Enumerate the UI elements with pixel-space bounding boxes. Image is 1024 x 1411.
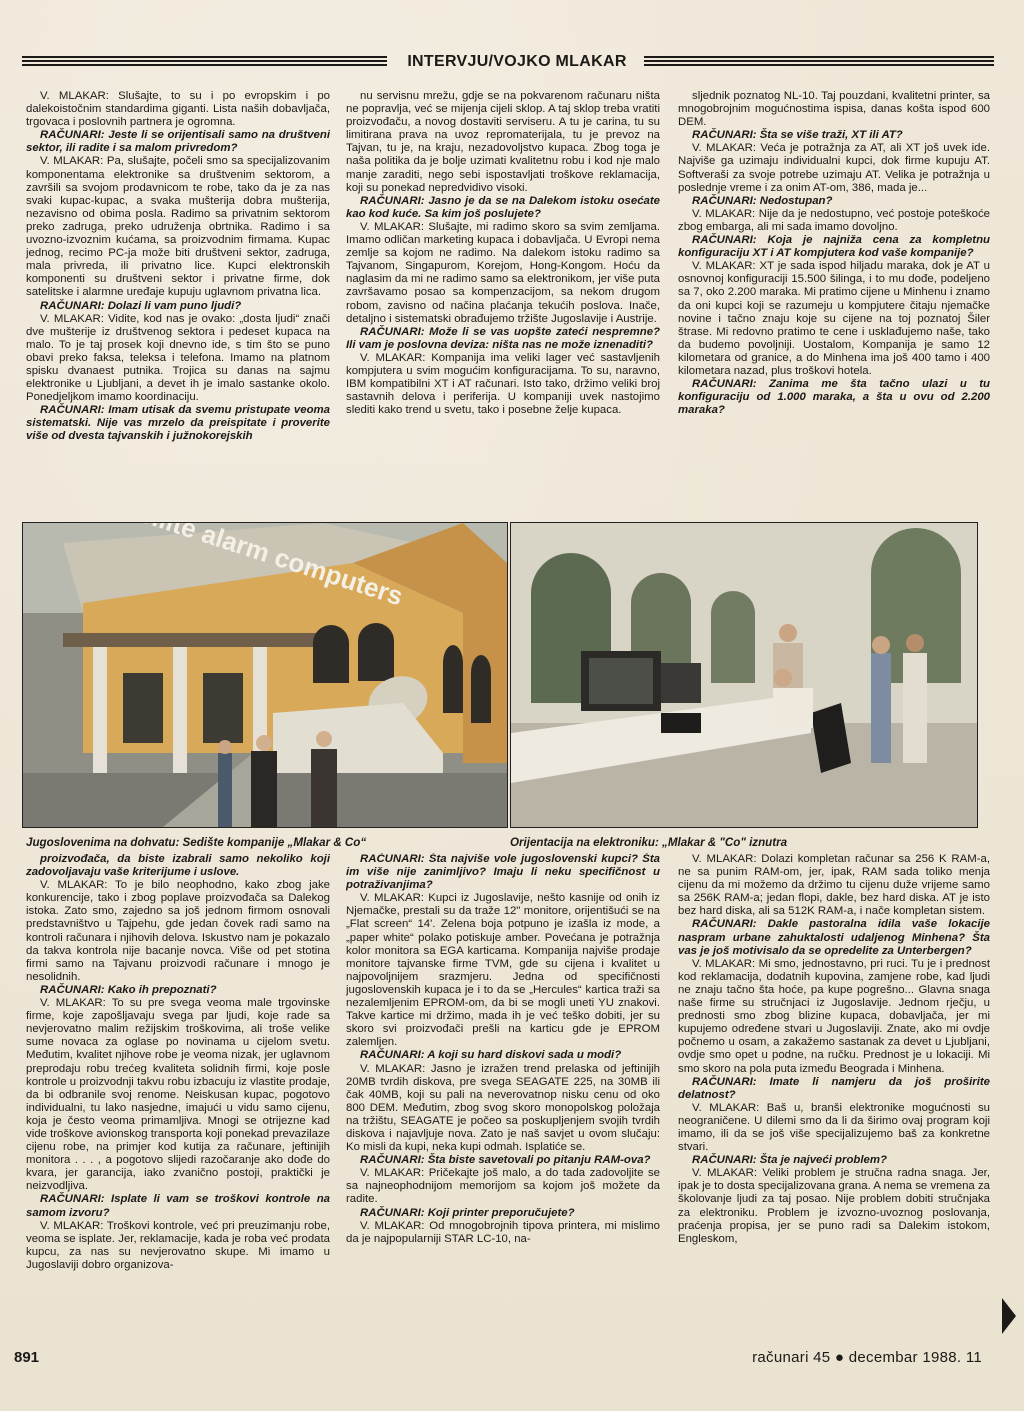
interview-answer: V. MLAKAR: Jasno je izražen trend prelaska od jeftinijih 20MB tvrdih diskova, pre svega SEAGATE 225, na 30MB ili čak 40MB, koji su pali na neverovatnop nisku cenu od oko 800 DEM. Međutim, zbog svog skoro monopolskog položaja na tržištu, SEAGATE je počeo sa poskupljenjem svojih tvrdih diskova i najavljuje nova. Zato je naš savjet u ovom slučaju: Ko misli da kupi, neka kupi odmah. Isplatiće se.: [346, 1062, 660, 1154]
interview-question: RAČUNARI: A koji su hard diskovi sada u modi?: [360, 1049, 622, 1062]
interview-answer: V. MLAKAR: Dolazi kompletan računar sa 256 K RAM-a, ne sa punim RAM-om, jer, ipak, RAM sada toliko menja cijenu da mi možemo da držimo tu cijenu duže vrijeme samo sa 256K RAM-a; jedan flopi, dakle, bez hard diska. AT je isto bez hard diska, ali sa 512K RAM-a, i nače kompletan sistem.: [678, 853, 990, 918]
interview-answer: V. MLAKAR: Vidite, kod nas je ovako: „dosta ljudi“ znači dve mušterije iz društvenog sektora i pedeset kupaca na malo. To je taj prosek koji dnevno ide, s tim što se puno obavi preko faksa, teleksa i telefona. Imamo na platnom spisku dvanaest putnika. Trojica su danas na sajmu elektronike u Ljubljani, a devet ih je imalo sastanke okolo. Ponedjeljkom imamo koordinaciju.: [26, 312, 330, 404]
text-column-5: [346, 853, 660, 1345]
interview-question: RAČUNARI: Šta se više traži, XT ili AT?: [692, 129, 903, 142]
interview-question: RAČUNARI: Kako ih prepoznati?: [40, 983, 217, 996]
interview-question: RAČUNARI: Jasno je da se na Dalekom istoku osećate kao kod kuće. Sa kim još poslujete?: [346, 194, 660, 220]
interview-answer: V. MLAKAR: Pa, slušajte, počeli smo sa specijalizovanim komponentama elektronike sa društvenim sektorom, a završili sa svojom prodavnicom te robe, tako da je za nas svaki kupac-kupac, a svaka mušterija dobra mušterija, nezavisno od obima posla. Radimo sa privatnim sektorom preko zadruga, preko udruženja obrtnika. Radimo i sa uvozno-izvoznim kućama, sa proizvodnim firmama. Kupac jednog, recimo PC-ja može biti društveni sektor, zadruga, mala privreda, ili privatno lice. Kupci elektronskih komponenti su društveni sektor i privatne firme, dok satelitske i alarmne uređaje kupuju uglavnom privatna lica.: [26, 155, 330, 299]
magazine-footer: računari 45 ● decembar 1988. 11: [752, 1349, 982, 1366]
interview-question: RAČUNARI: Dolazi li vam puno ljudi?: [40, 299, 242, 312]
interview-answer: V. MLAKAR: Kompanija ima veliki lager već sastavljenih kompjutera u svim mogućim konfiguracijama. To su, naravno, IBM kompatibilni XT i AT računari. Isto tako, držimo veliki broj sastavnih delova i periferija. U kompaniji uvek nastojimo slediti kako trend u svetu, tako i posebne želje kupaca.: [346, 351, 660, 417]
interview-answer: sljednik poznatog NL-10. Taj pouzdani, kvalitetni printer, sa mnogobrojnim mogućnostima ispisa, danas košta ispod 600 DEM.: [678, 90, 990, 129]
interview-answer: V. MLAKAR: Veliki problem je stručna radna snaga. Jer, ipak je to dosta specijalizovana grana. A nema se vremena za školovanje ljudi za taj posao. Nije problem dobiti stručnjaka za elektroniku. Problem je izvozno-uvoznog poslovanja, praćenja propisa, jer se puno radi sa Dalekim istokom, Engleskom,: [678, 1167, 990, 1245]
interview-answer: V. MLAKAR: To su pre svega veoma male trgovinske firme, koje zapošljavaju svega par ljudi, koje rade sa nevjerovatno malim režijskim troškovima, ali troše velike sume novaca za oglase po novinama u cijelom svetu. Međutim, kvalitet njihove robe je veoma nizak, jer uglavnom preprodaju robu trećeg kvaliteta solidnih firmi, koje posle kontrole u proizvodnji takvu robu izbacuju iz vlastite prodaje, da bi odbranile svoj renome. Neiskusan kupac, pogotovo individualni, tu lako nasjedne, imajući u vidu samo cijenu, koja je često veoma primamljiva. Mnogi se otrijezne kad vide troškove avionskog transporta koji ponekad prevazilaze cijenu robe, na primjer kod kutija za računare, jeftinijih monitora . . . , a pogotovo slijedi razočaranje ako dođe do kvara, jer garancija, iako zvanično postoji, praktički je neizvodljiva.: [26, 997, 330, 1193]
text-column-3: [678, 90, 990, 518]
interview-question: RAČUNARI: Nedostupan?: [692, 194, 833, 207]
interview-question: RAČUNARI: Šta biste savetovali po pitanju RAM-ova?: [360, 1154, 651, 1167]
text-column-6: [678, 853, 990, 1345]
interview-question: RAČUNARI: Koji printer preporučujete?: [360, 1206, 575, 1219]
interview-answer: V. MLAKAR: Od mnogobrojnih tipova printera, mi mislimo da je najpopularniji STAR LC-10, na-: [346, 1219, 660, 1245]
photo-caption-right: Orijentacija na elektroniku: „Mlakar & "Co" iznutra: [510, 836, 788, 849]
interview-answer: V. MLAKAR: Troškovi kontrole, već pri preuzimanju robe, veoma se isplate. Jer, reklamacije, kada je roba već prodata kupcu, za nas su nevjerovatno skupe. Mi imamo u Jugoslaviji dobro organizova-: [26, 1219, 330, 1271]
header-rule-right: [644, 56, 994, 67]
header-rule-left: [22, 56, 387, 67]
interview-answer: V. MLAKAR: Veća je potražnja za AT, ali XT još uvek ide. Najviše ga uzimaju individualni kupci, dok firme kupuju AT. Softveraši za svoje potrebe uzimaju AT. Velika je potražnja u poslednje vreme i za onim AT-om, 386, mada je...: [678, 142, 990, 194]
interview-question: RAČUNARI: Imate li namjeru da još proširite delatnost?: [678, 1075, 990, 1101]
interview-answer: V. MLAKAR: Pričekajte još malo, a do tada zadovoljite se sa najneophodnijom memorijom sa kojom još možete da radite.: [346, 1167, 660, 1206]
photo-company-interior: [510, 522, 978, 828]
photo-company-building: [22, 522, 508, 828]
text-column-2: [346, 90, 660, 518]
text-column-1: [26, 90, 330, 514]
interview-answer: V. MLAKAR: To je bilo neophodno, kako zbog jake konkurencije, tako i zbog poplave proizvođača sa Dalekog istoka. Zato smo, zajedno sa još jednom firmom osnovali predstavništvo u Tajpehu, gde jedan čovek radi samo na kontroli računara i njihovih delova. Iskustvo nam je pokazalo da takva kontrola nije bacanje novca. Više od pet stotina firmi samo na Tajvanu proizvodi računare i mnogo je nesolidnih.: [26, 879, 330, 983]
section-header: [22, 52, 994, 74]
interview-question: RAČUNARI: Koja je najniža cena za kompletnu konfiguraciju XT i AT kompjutera kod vaše kompanije?: [678, 234, 990, 260]
continue-arrow-icon: [1002, 1298, 1016, 1334]
header-title: INTERVJU/VOJKO MLAKAR: [407, 53, 627, 70]
building-illustration: [23, 523, 507, 827]
page-number-left: 891: [14, 1349, 40, 1366]
interview-answer: V. MLAKAR: Nije da je nedostupno, već postoje poteškoće zbog embarga, ali mi sada imamo dovoljno.: [678, 207, 990, 233]
interview-question: RAČUNARI: Jeste li se orijentisali samo na društveni sektor, ili radite i sa malom privredom?: [26, 129, 330, 155]
interview-answer: V. MLAKAR: Baš u, branši elektronike mogućnosti su neograničene. U dilemi smo da li da širimo ovaj program koji imamo, ili da se još više specijalizujemo baš za konkretne stvari.: [678, 1101, 990, 1154]
interview-answer: V. MLAKAR: Slušajte, mi radimo skoro sa svim zemljama. Imamo odličan marketing kupaca i dobavljača. U Evropi nema zemlje sa kojom ne radimo. Na dalekom istoku radimo sa Tajvanom, Singapurom, Korejom, Hong-Kongom. Hoću da naglasim da mi ne radimo samo sa elektronikom, jer više puta završavamo posao sa kompenzacijom, sa nekom drugom robom, zavisno od načina plaćanja tekućih poslova. Inače, detaljno i sistematski obrađujemo tržište Jugoslavije i Austrije.: [346, 220, 660, 325]
interview-question: RAČUNARI: Može li se vas uopšte zateći nespremne? Ili vam je poslovna deviza: ništa nas ne može iznenaditi?: [346, 325, 660, 351]
interview-question: proizvođača, da biste izabrali samo nekoliko koji zadovoljavaju vaše kriterijume i uslove.: [26, 853, 330, 879]
interview-question: RAČUNARI: Isplate li vam se troškovi kontrole na samom izvoru?: [26, 1193, 330, 1219]
interview-answer: V. MLAKAR: Slušajte, to su i po evropskim i po dalekoistočnim standardima giganti. Lista naših dobavljača, trgovaca i poslovnih partnera je ogromna.: [26, 90, 330, 129]
text-column-4: [26, 853, 330, 1345]
interview-answer: V. MLAKAR: Kupci iz Jugoslavije, nešto kasnije od onih iz Njemačke, prestali su da traže 12" monitore, orijentišući se na „Flat screen“ 14'. Zelena boja potpuno je izašla iz mode, a „paper white“ polako potiskuje amber. Povećana je potražnja kolor monitora sa EGA karticama. Kompanija najviše prodaje monitore tajvanske firme TVM, gde su cijena i kvalitet u najpovoljnijem srazmjeru. Jedna od specifičnosti jugoslovenskih kupaca je i to da se „Hercules“ kartica traži sa nezalemljenim EPROM-om, da bi se mogli uneti YU znakovi. Takve kartice mi držimo, mada ih je već teško dobiti, jer su skoro svi proizvođači prešli na karticu gde je EPROM zalemljen.: [346, 892, 660, 1049]
interview-answer: nu servisnu mrežu, gdje se na pokvarenom računaru ništa ne popravlja, već se mijenja cijeli sklop. A taj sklop treba vratiti proizvođaču, a novog dostaviti serviseru. A tu je carina, tu su limitirana prava na uvoz repromaterijala, tu je prevoz na Tajvan, tu je, na kraju, nezadovoljstvo kupaca. Zbog toga je naša politika da je bolje uzimati kvalitetnu robu i kod nje malo manje zaraditi, nego sebi ispostavljati troškove reklamacija, koji su ponekad nepredvidivo visoki.: [346, 90, 660, 194]
photo-caption-left: Jugoslovenima na dohvatu: Sedište kompanije „Mlakar & Co“: [26, 836, 367, 849]
interior-illustration: [511, 523, 977, 827]
interview-question: RAČUNARI: Zanima me šta tačno ulazi u tu konfiguraciju od 1.000 maraka, a šta u ovu od 2.200 maraka?: [678, 378, 990, 417]
interview-question: RAČUNARI: Šta je najveći problem?: [692, 1154, 887, 1167]
interview-question: RAČUNARI: Dakle pastoralna idila vaše lokacije naspram urbane zahuktalosti udaljenog Minhena? Šta vas je još motivisalo da se opredelite za Unterbergen?: [678, 918, 990, 957]
interview-answer: V. MLAKAR: Mi smo, jednostavno, pri ruci. Tu je i prednost kod reklamacija, dodatnih kupovina, zamjene robe, kad ljudi ne znaju tačno šta hoće, pa kupe pogrešno... Glavna snaga naše firme su stručnjaci iz Jugoslavije. Jednom rječju, u prednosti smo zbog blizine kupaca, dobavljača, jer mi kupujemo određene stvari u Jugoslaviji. Znate, ako mi ovdje počnemo u osam, a zakažemo sastanak za devet u Ljubljani, ovdje smo opet u podne, na ručku. Prednost je u lokaciji. Mi smo skoro na pola puta između Beograda i Minhena.: [678, 957, 990, 1075]
interview-answer: V. MLAKAR: XT je sada ispod hiljadu maraka, dok je AT u osnovnoj konfiguraciji 15.500 šilinga, i to mu dođe, podeljeno sa 7, oko 2.200 maraka. Mi pratimo cijene u Minhenu i znamo da oni kupci koji se razumeju u kompjutere čitaju njemačke novine i tačno znaju koje su cijene na toj poznatoj Šiler štrase. Mi redovno pratimo te cene i usklađujemo naše, tako da budemo povoljniji. Uostalom, Kompanija je samo 12 kilometara od granice, a do Minhena ima još 400 tamo i 400 kilometara nazad, plus troškovi hotela.: [678, 260, 990, 377]
interview-question: RAČUNARI: Šta najviše vole jugoslovenski kupci? Šta im više nije zanimljivo? Imaju li neku specifičnost u potraživanjima?: [346, 853, 660, 892]
interview-question: RAČUNARI: Imam utisak da svemu pristupate veoma sistematski. Nije vas mrzelo da preispitate i proverite više od dvesta tajvanskih i južnokorejskih: [26, 404, 330, 443]
